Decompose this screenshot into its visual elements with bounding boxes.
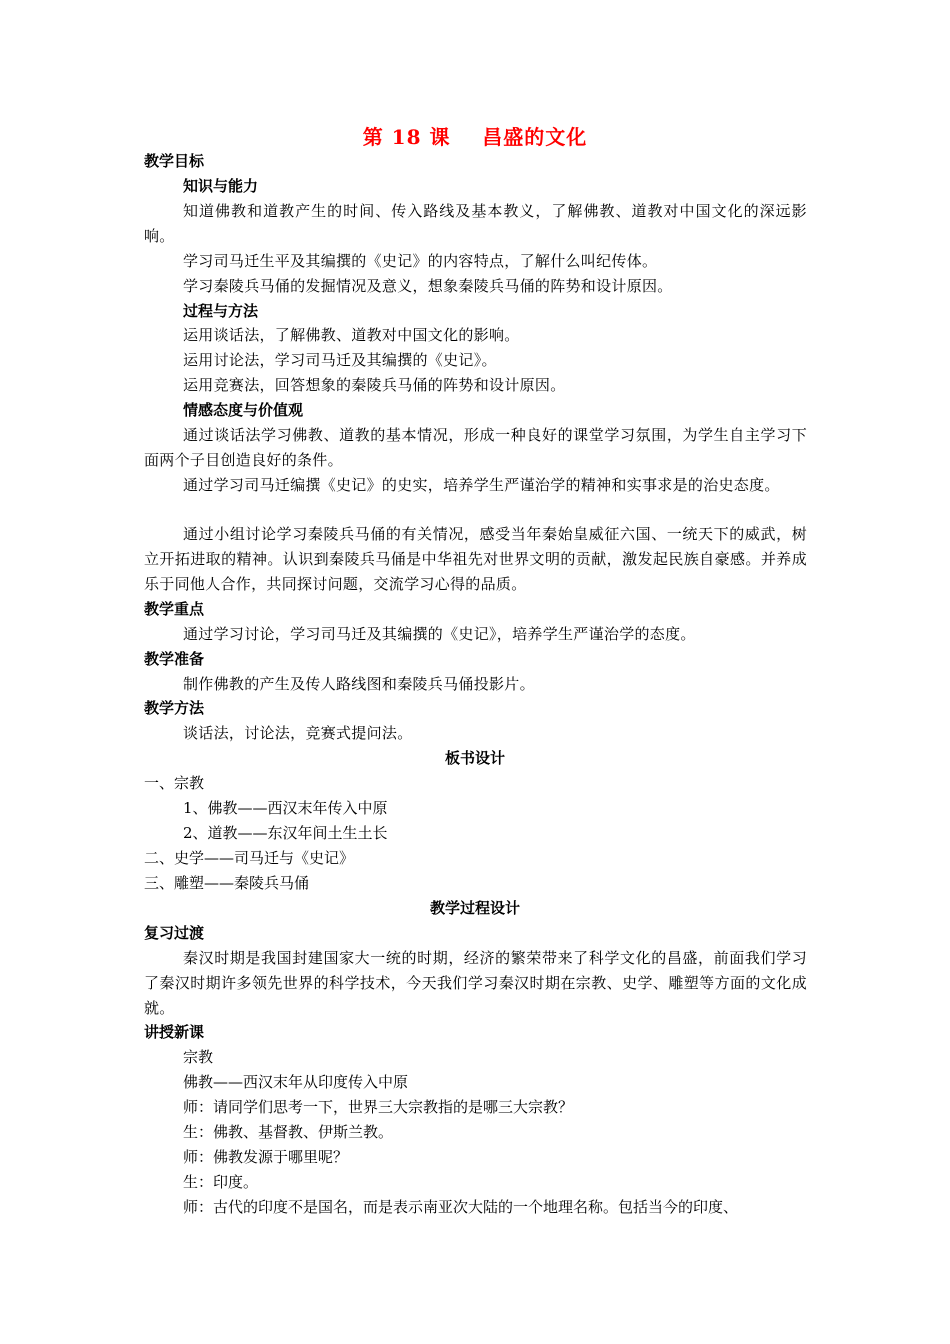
review-paragraph: 秦汉时期是我国封建国家大一统的时期，经济的繁荣带来了科学文化的昌盛，前面我们学习了秦汉时期许多领先世界的科学技术，今天我们学习秦汉时期在宗教、史学、雕塑等方面的文化成就。 bbox=[144, 949, 807, 1017]
method-text: 谈话法，讨论法，竞赛式提问法。 bbox=[183, 724, 413, 742]
board-line: 三、雕塑——秦陵兵马俑 bbox=[144, 874, 310, 892]
new-lesson-heading: 讲授新课 bbox=[144, 1023, 205, 1041]
key-point-text: 通过学习讨论，学习司马迁及其编撰的《史记》，培养学生严谨治学的态度。 bbox=[183, 625, 696, 643]
lesson-line: 师：佛教发源于哪里呢？ bbox=[183, 1148, 349, 1166]
process-paragraph: 运用竞赛法，回答想象的秦陵兵马俑的阵势和设计原因。 bbox=[183, 376, 566, 394]
page-title: 第 18 课 昌盛的文化 bbox=[362, 125, 588, 149]
board-line: 一、宗教 bbox=[144, 774, 205, 792]
process-paragraph: 运用讨论法，学习司马迁及其编撰的《史记》。 bbox=[183, 351, 497, 369]
emotion-paragraph: 通过学习司马迁编撰《史记》的史实，培养学生严谨治学的精神和实事求是的治史态度。 bbox=[183, 476, 780, 494]
knowledge-paragraph: 学习秦陵兵马俑的发掘情况及意义，想象秦陵兵马俑的阵势和设计原因。 bbox=[183, 277, 673, 295]
review-heading: 复习过渡 bbox=[144, 924, 205, 942]
preparation-text: 制作佛教的产生及传人路线图和秦陵兵马俑投影片。 bbox=[183, 675, 535, 693]
lesson-line: 佛教——西汉末年从印度传入中原 bbox=[183, 1073, 409, 1091]
knowledge-paragraph: 知道佛教和道教产生的时间、传入路线及基本教义，了解佛教、道教对中国文化的深远影响。 bbox=[144, 202, 807, 245]
process-design-heading: 教学过程设计 bbox=[429, 899, 520, 917]
emotion-paragraph: 通过小组讨论学习秦陵兵马俑的有关情况，感受当年秦始皇威征六国、一统天下的威武，树立开拓进取的精神。认识到秦陵兵马俑是中华祖先对世界文明的贡献，激发起民族自豪感。并养成乐于同他人合作，共同探讨问题，交流学习心得的品质。 bbox=[144, 525, 807, 593]
board-line: 2、道教——东汉年间土生土长 bbox=[183, 824, 388, 842]
knowledge-paragraph: 学习司马迁生平及其编撰的《史记》的内容特点，了解什么叫纪传体。 bbox=[183, 252, 658, 270]
board-line: 1、佛教——西汉末年传入中原 bbox=[183, 799, 388, 817]
lesson-line: 宗教 bbox=[183, 1048, 214, 1066]
key-point-heading: 教学重点 bbox=[144, 600, 205, 618]
board-heading: 板书设计 bbox=[444, 749, 505, 767]
lesson-line: 师：请同学们思考一下，世界三大宗教指的是哪三大宗教？ bbox=[183, 1098, 574, 1116]
process-heading: 过程与方法 bbox=[183, 302, 259, 320]
emotion-heading: 情感态度与价值观 bbox=[183, 401, 304, 419]
lesson-line: 生：印度。 bbox=[183, 1173, 259, 1191]
process-paragraph: 运用谈话法，了解佛教、道教对中国文化的影响。 bbox=[183, 326, 520, 344]
lesson-line: 师：古代的印度不是国名，而是表示南亚次大陆的一个地理名称。包括当今的印度、 bbox=[183, 1198, 739, 1216]
emotion-paragraph: 通过谈话法学习佛教、道教的基本情况，形成一种良好的课堂学习氛围，为学生自主学习下面两个子目创造良好的条件。 bbox=[144, 426, 807, 469]
preparation-heading: 教学准备 bbox=[144, 650, 205, 668]
method-heading: 教学方法 bbox=[144, 699, 205, 717]
knowledge-heading: 知识与能力 bbox=[183, 177, 259, 195]
board-line: 二、史学——司马迁与《史记》 bbox=[144, 849, 355, 867]
lesson-line: 生：佛教、基督教、伊斯兰教。 bbox=[183, 1123, 394, 1141]
objectives-heading: 教学目标 bbox=[144, 152, 205, 170]
